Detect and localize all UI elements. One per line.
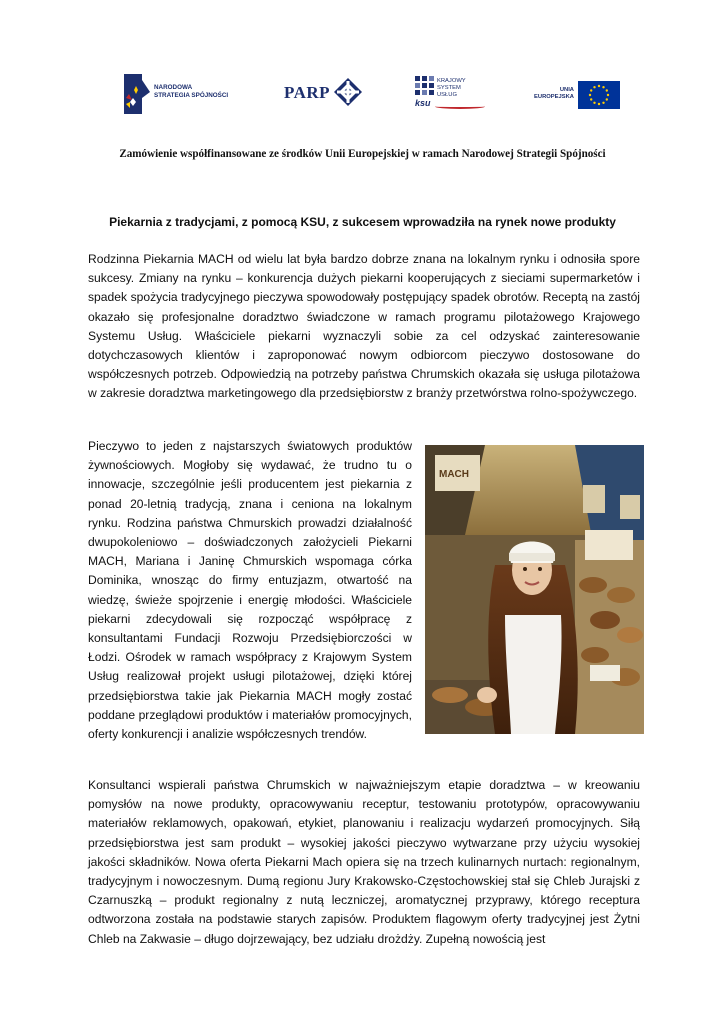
paragraph-3: Konsultanci wspierali państwa Chrumskich w najważniejszym etapie doradztwa – w kreowaniu pomysłów na nowe produkty, opracowywaniu receptur, testowaniu prototypów, opracowywaniu materiałów reklamowych, opakowań, etykiet, planowaniu i realizacju wydarzeń promocyjnych. Siłą przedsiębiorstwa jest sam produkt – wysokiej jakości pieczywo wytwarzane przy użyciu wysokiej jakości składników. Nowa oferta Piekarni Mach opiera się na trzech kulinarnych nurtach: regionalnym, tradycyjnym i nowoczesnym. Dumą regionu Jury Krakowsko-Częstochowskiej stał się Chleb Jurajski z Czarnuszką – produkt regionalny z nutą leczniczej, aromatycznej przyprawy, którego receptura odtworzona została na podstawie starych zapisów. Produktem flagowym oferty tradycyjnej jest Żytni Chleb na Zakwasie – długo dojrzewający, bez udziału drożdży. Zupełną nowością jest	[88, 778, 640, 946]
sign-mach-text: MACH	[439, 469, 469, 480]
bakery-stand-photo	[425, 445, 644, 734]
eu-star	[598, 85, 600, 87]
eu-star	[593, 102, 595, 104]
eu-star	[598, 103, 600, 105]
photo-illustration	[425, 445, 644, 734]
ksu-line2: SYSTEM	[437, 85, 461, 91]
eu-line1: UNIA	[559, 87, 574, 93]
eu-star	[607, 94, 609, 96]
eu-star	[606, 98, 608, 100]
logo-bar	[0, 70, 725, 120]
paragraph-1: Rodzinna Piekarnia MACH od wielu lat była bardzo dobrze znana na lokalnym rynku i odnosiła spore sukcesy. Zmiany na rynku – konkurencja dużych piekarni kooperujących z sieciami supermarketów i spadek spożycia tradycyjnego pieczywa spowodowały postępujący spadek obrotów. Receptą na zastój okazało się profesjonalne doradztwo świadczone w ramach programu pilotażowego Krajowego Systemu Usług. Właściciele piekarni wyznaczyli sobie za cel odzyskać zainteresowanie dotychczasowych klientów i zaproponować nowym odbiorcom pieczywo dostosowane do współczesnych potrzeb. Odpowiedzią na potrzeby państwa Chrumskich okazała się usługa pilotażowa w zakresie doradztwa marketingowego dla przedsiębiorstw z branży przetwórstwa rolno-spożywczego.	[88, 252, 640, 401]
cofunding-note: Zamówienie współfinansowane ze środków Unii Europejskiej w ramach Narodowej Strategii Spójności	[119, 148, 606, 160]
eu-star	[593, 86, 595, 88]
eu-line2: EUROPEJSKA	[534, 94, 574, 100]
ksu-line3: USŁUG	[437, 92, 457, 98]
nss-line1: NARODOWA	[154, 84, 193, 91]
article-title: Piekarnia z tradycjami, z pomocą KSU, z sukcesem wprowadziła na rynek nowe produkty	[109, 215, 616, 229]
eu-star	[602, 102, 604, 104]
nss-emblem-icon	[120, 72, 152, 116]
eu-star	[589, 94, 591, 96]
ksu-logo	[415, 70, 505, 116]
parp-diamond-icon	[334, 78, 362, 106]
ksu-wave	[435, 104, 485, 109]
eu-star	[590, 89, 592, 91]
parp-text: PARP	[284, 83, 331, 102]
ksu-grid-icon	[415, 76, 435, 98]
eu-flag-icon	[578, 81, 620, 109]
ksu-abbr: ksu	[415, 98, 431, 108]
ksu-line1: KRAJOWY	[437, 78, 466, 84]
eu-star	[606, 89, 608, 91]
nss-logo	[120, 70, 240, 116]
paragraph-2: Pieczywo to jeden z najstarszych światowych produktów żywnościowych. Mogłoby się wydawać, że trudno tu o innowacje, szczególnie jeśli producentem jest piekarnia z ponad 20-letnią tradycją, znana i ceniona na lokalnym rynku. Rodzina państwa Chmurskich prowadzi działalność dwupokoleniowo – doświadczonych założycieli Piekarni MACH, Mariana i Janinę Chmurskich wspomaga córka Dominika, wnosząc do firmy entuzjazm, otwartość na wiedzę, świeże spojrzenie i energię młodości. Właściciele piekarni zdecydowali się rozpocząć współpracę z konsultantami Fundacji Rozwoju Przedsiębiorczości w Łodzi. Ośrodek w ramach współpracy z Krajowym System Usług realizował projekt usługi pilotażowej, dzięki której przedsiębiorstwa takie jak Piekarnia MACH mogły zostać poddane przeglądowi produktów i materiałów promocyjnych, oferty konkurencji i analizie współczesnych trendów.	[88, 439, 412, 742]
eu-star	[602, 86, 604, 88]
nss-line2: STRATEGIA SPÓJNOŚCI	[154, 92, 229, 99]
eu-star	[590, 98, 592, 100]
parp-logo	[284, 70, 364, 116]
eu-logo	[534, 70, 624, 116]
